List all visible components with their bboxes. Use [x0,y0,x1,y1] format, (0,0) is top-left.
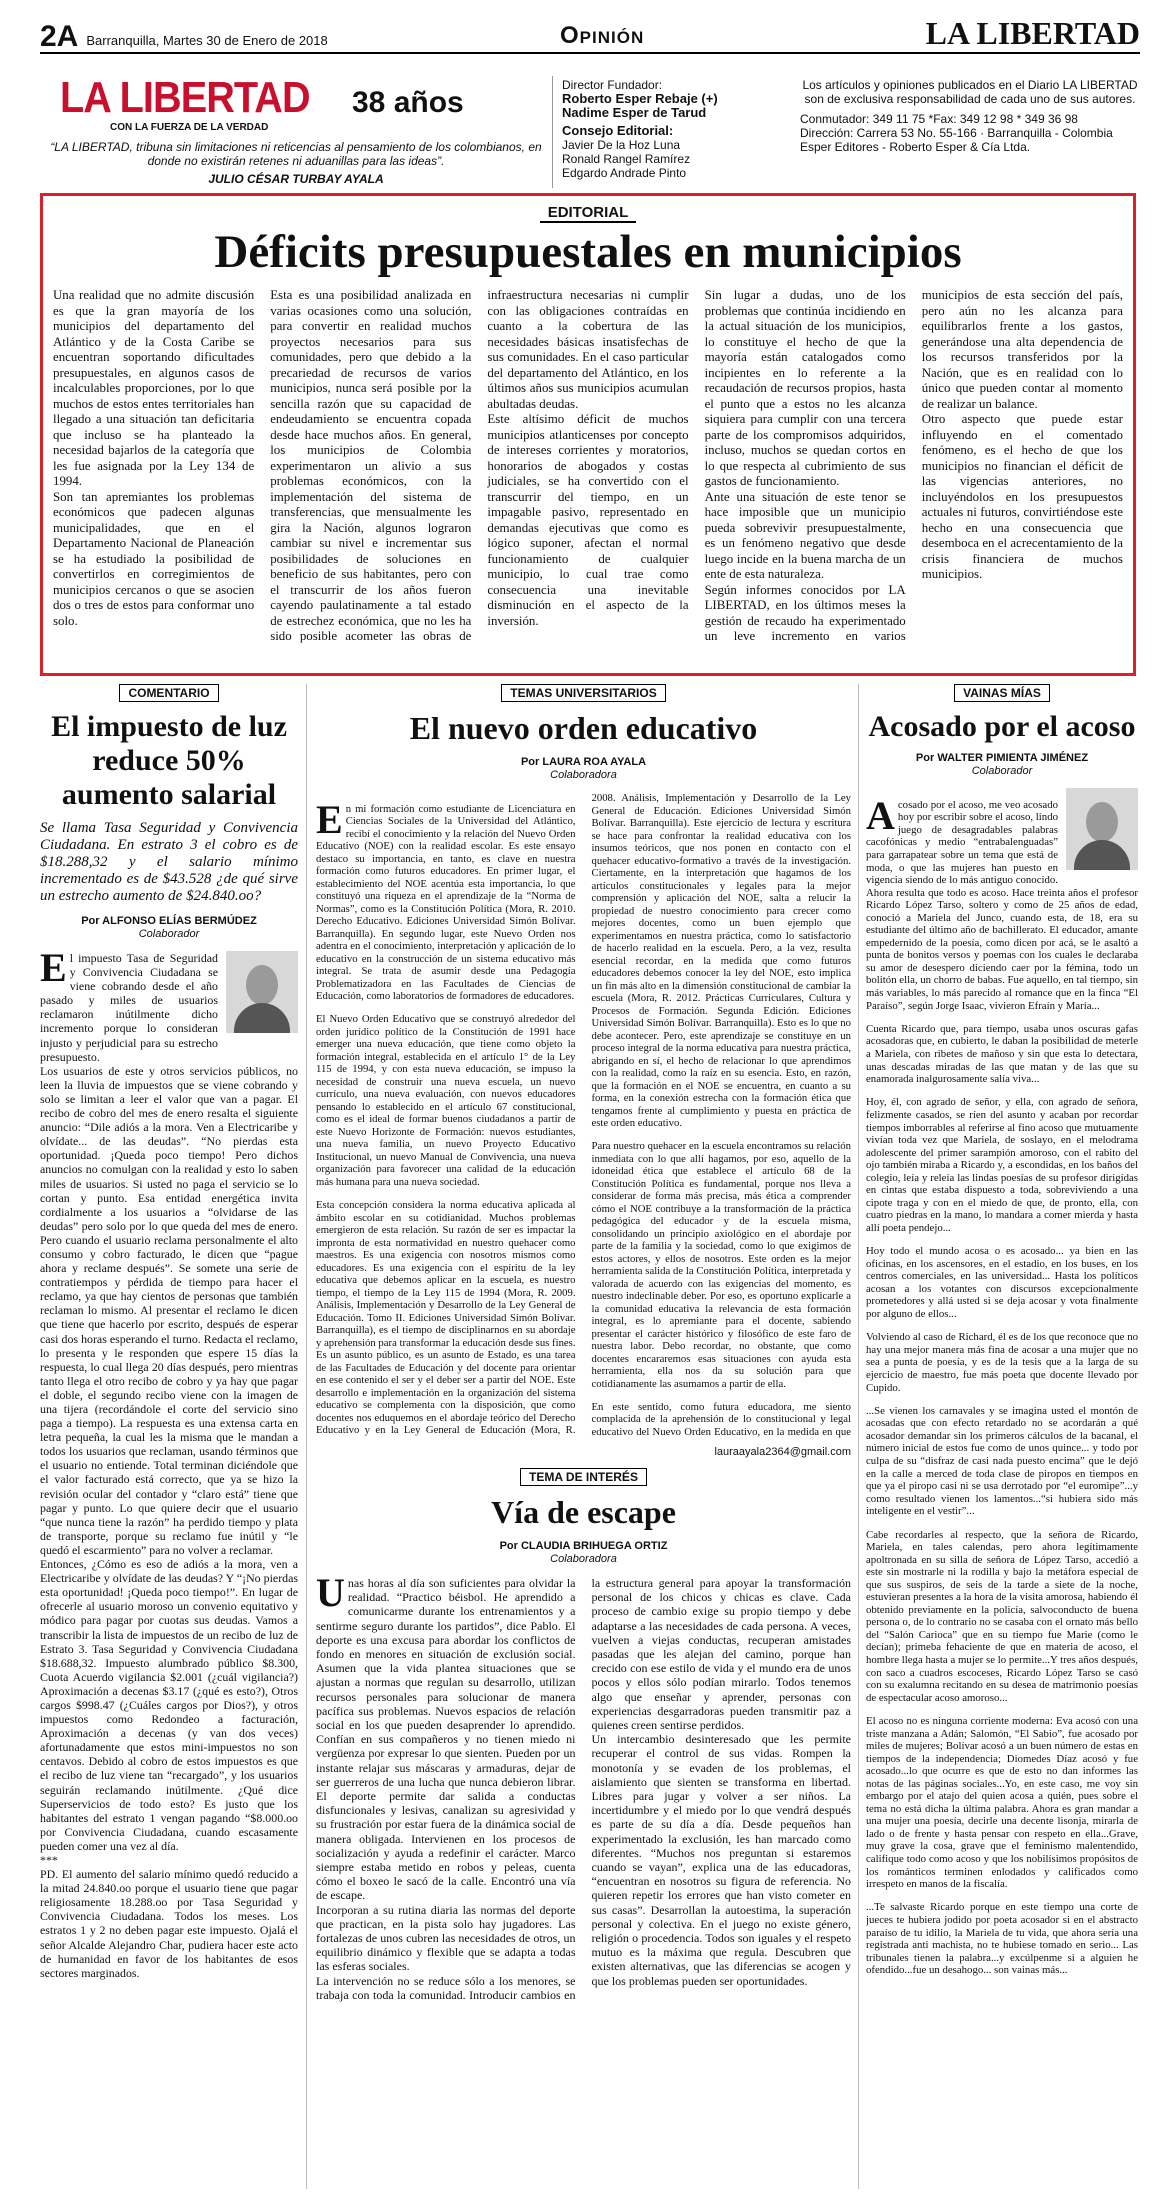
paragraph: Un intercambio desinteresado que les permite recuperar el control de sus vidas. Rompen la monotonía y se evaden de los problemas, el aislamiento que sienten se transforma en libertad. Libres para jugar y volver a ser niños. La incertidumbre y el miedo por lo que vendrá después es parte de su día a día. Desde pequeños han experimentado la exclusión, les han marcado como diferentes. “Muchos nos preguntan si estaremos cuando se vayan”, explica una de las educadoras, “encuentran en nosotros su figura de referencia. No quieren repetir los errores que han visto cometer en sus casas”. Desarrollan la autoestima, la superación personal y colectiva. En el juego no existe género, religión o procedencia. Todos son iguales y el respeto mutuo es la máxima que regula. Descubren que existen alternativas, que las diferencias se acogen y que los problemas pueden ser oportunidades. [591,1732,851,1988]
paragraph: ...Te salvaste Ricardo porque en este tiempo una corte de jueces te hubiera jodido por poeta acosador si en el abstracto paraíso de tu idilio, la Mariela de tu vida, que ahora sería una registrada anti machista, no te hubiese tomado en serio... Las tribunales tienen la palabra...y excúlpenme si a alguien he ofendido...fue un desahogo... son vainas más... [866,1901,1138,1977]
contact-block [800,78,1140,154]
author-role: Colaboradora [550,769,617,781]
newspaper-logo: LA LIBERTAD [60,73,310,122]
paragraph: En este sentido, como futura educadora, me siento complacida de la aprehensión de lo constitucional y legal educativo del Nuevo Orden Educativo, en la medida en que [591,1400,851,1438]
paragraph: Los usuarios de este y otros servicios públicos, no leen la lluvia de impuestos que se viene cobrando y solo se limitan a leer el valor que van a pagar. El recibo de cobro del mes de enero resalta el siguiente anuncio: “Dile adiós a la mora. Ven a Electricaribe y olvídate... de las deudas”. “No pierdas esta oportunidad. ¡Queda poco tiempo! Pero dichos anuncios no comulgan con la realidad y esto lo saben miles de usuarios. Si usted no paga el servicio se lo cortan y punto. Esa entidad energética invita cordialmente a los usuarios a “olvidarse de las deudas” pero solo por lo que queda del mes de enero. Pero cuando el usuario reclama personalmente el alto consumo y cobro facturado, le dicen que “pague ahora y reclame después”. Se somete una serie de contratiempos y pérdida de tiempo para hacer el reclamo, ya que hay cientos de personas que también reclaman lo mismo. Al presentar el reclamo le dicen que tiene que hacerlo por escrito, después de esperar casi dos horas esperando el turno. Redacta el reclamo, lo presenta y le responden que espere 15 días la respuesta, lo cual llega 20 días después, pero mientras tanto llega el otro recibo de cobro y ya hay que pagar el doble, el segundo recibo viene con la imagen de una tijera (recordándole el corte del servicio sino paga a tiempo). La respuesta es una extensa carta en letra pequeña, la cual les la misma que le mandan a todos los usuarios que reclaman, usando términos que el usuario no entiende. Total terminan diciéndole que el valor facturado está correcto, que ya se hizo la revisión ocular del contador y “claro está” tiene que pagar y punto. Lo que quiere decir que el usuario “que nunca tiene la razón” ha perdido tiempo y plata de transporte, porque su reclamo fue inútil y “le quedó el escarmiento” para no volver a reclamar. [40,1063,298,1557]
paragraph: Este altísimo déficit de muchos municipios atlanticenses por concepto de intereses corrientes y moratorios, honorarios de abogados y costas judiciales, se ha convertido con el transcurrir del tiempo, en un impagable pasivo, representado en demandas ejecutivas que como es lógico suponer, afectan el normal funcionamiento de cualquier municipio, lo cual trae como consecuencia una inevitable disminución en el aspecto de la inversión. [487,412,689,628]
editorial-label: EDITORIAL [540,204,637,223]
temas-article [316,684,851,1458]
article-body [40,945,298,1980]
section-tag: COMENTARIO [119,684,218,702]
paragraph: Para nuestro quehacer en la escuela encontramos su relación inmediata con lo que allí hagamos, por eso, aquello de la idoneidad ética que establece el artículo 68 de la Constitución Política es fundamental, porque nos lleva a considerar de forma más precisa, más ética a comprender cómo el NOE contribuye a la transformación de la práctica pedagógica del educador y de la escuela misma, consolidando un principio axiológico en el abordaje por parte de la familia y la sociedad, como lo que exigimos de estos actores, y ellos de nosotros. Este orden es la mejor herramienta salida de la Constitución Política, interpretada y valorada de acuerdo con las exigencias del momento, es nuestro indeclinable deber. Por eso, es oportuno explicarle a la comunidad educativa la relevancia de esta formación integral, es lo apremiante para el docente, sabiendo presentar el carácter histórico y filosófico de este faro de nuestra labor. Debo recordar, no obstante, que como docentes encararemos esas situaciones con ayuda esta herramienta, ella nos da su solución para que cotidianamente las asumamos a partir de ella. [591,1140,851,1390]
paragraph: Cuenta Ricardo que, para tiempo, usaba unos oscuras gafas acosadoras que, en cubierto, le daban la posibilidad de meterle a Mariela, con ribetes de mañoso y sin que esta lo detectara, unas descadas miradas de las que matan y de las que su enamorada inalgurosamente salía viva... [866,1022,1138,1086]
anniversary: 38 años [352,86,464,119]
newspaper-brand: LA LIBERTAD [925,15,1140,51]
author-name: Por LAURA ROA AYALA [520,756,647,768]
directors-block [562,78,792,180]
column-divider [306,684,307,2189]
paragraph: Esta concepción considera la norma educativa aplicada al ámbito escolar en su cotidianidad. Muchos problemas emergieron de esta relación. Su razón de ser es impactar la impronta de esta normatividad en nuestro quehacer como maestros. Es una exigencia con nosotros mismos como educadores. Es una exigencia con el espíritu de la ley educativa que debemos aplicar en la escuela, es nuestro tiempo, el tiempo de la Ley 115 de 1994 (Mora, R. 2009. Análisis, Implementación y Desarrollo de la Ley General de Educación. Tomo II. Ediciones Universidad Simón Bolívar. Barranquilla), es el tiempo de disciplinarnos en su abordaje y aprehensión para transformar la educación desde sus fines. Es un asunto público, es un asunto de Estado, es una tarea de las Facultades de Educación y del docente para orientar en ese contenido el ser y el deber ser a partir del NOE. Este desarrollo e implementación en la organización del sistema educativo se complementa con la disposición, que como docentes nos eduquemos en el abordaje teórico del Derecho Educativo y en la Ley General de Educación (Mora, R. 2008. Análisis, Implementación y Desarrollo de la Ley General de Educación. Ediciones Universidad Simón Bolívar. Barranquilla). Este ejercicio de lectura y escritura se hace para confrontar la realidad educativa con los insumos teóricos, que nos ponen en contacto con el quehacer educativo-formativo a través de la investigación. Ciertamente, en la interpretación que hagamos de los artículos constitucionales y legales para la mejor comprensión y aplicación del NOE, salta a relucir la propiedad de nuestro conocimiento para crecer como mejores docentes, como un buen ejemplo que experimentamos en nuestra práctica, como lo satisfactorio de hacerlo realidad en la escuela. Pero, a la vez, resulta esencial recordar, en la medida que como futuros educadores debemos conocer la ley del NOE, esto implica un fin más alto en la dimensión constitucional de cambiar la escuela (Mora, R. 2012. Prácticas Curriculares, Cultura y Procesos de Formación. Segunda Edición. Ediciones Universidad Simón Bolívar. Barranquilla). Esto es lo que no debe acontecer. Pero, este aprendizaje se constituye en un proceso integral de la norma educativa para nuestra práctica, abrigando en sí, el hecho de relacionar lo que aprendimos con la realidad, como la raíz en su esencia. Esto, en razón, que la formación en el NOE se encuentra, en cuanto a su forma, en la conexión estrecha con la formación ética que tengamos frente al cumplimiento y puesta en práctica de este orden educativo. [316,792,851,1437]
byline [316,756,851,782]
author-role: Colaboradora [550,1553,617,1565]
paragraph: Otro aspecto que puede estar influyendo en el comentado fenómeno, es el hecho de que los municipios no financian el déficit de las vigencias anteriores, no incluyéndolos en los presupuestos actuales ni futuros, convirtiéndose este hecho en una consecuencia que desemboca en el acrecentamiento de la crisis financiera de muchos municipios. [921,412,1123,581]
paragraph: PD. El aumento del salario mínimo quedó reducido a la mitad 24.840.oo porque el usuario tiene que pagar religiosamente 18.288.oo por Tasa Seguridad y Convivencia Ciudadana. Todos los meses. Los estratos 1 y 2 no deben pagar este impuesto. Ojalá el señor Alcalde Alejandro Char, pudiera hacer este acto de humanidad en favor de los habitantes de esos sectores marginados. [40,1867,298,1980]
editorial-body [53,288,1123,668]
paragraph: El impuesto Tasa de Seguridad y Convivencia Ciudadana se viene cobrando desde el año pasado y miles de usuarios reclamaron inútilmente dicho incremento porque lo consideran injusto y perjudicial para su estrecho presupuesto. [40,945,218,1064]
founder: Nadime Esper de Tarud [562,105,707,120]
publisher: Esper Editores - Roberto Esper & Cía Ltda. [800,140,1031,154]
section-name: Opinión [560,22,645,49]
editorial-title: Déficits presupuestales en municipios [214,226,962,278]
founder: Roberto Esper Rebaje (+) [562,91,718,106]
paragraph: Son tan apremiantes los problemas económicos que padecen algunas municipalidades, que en el Departamento Nacional de Planeación se ha estudiado la posibilidad de convertirlos en corregimientos de municipios cercanos o que se asocien dos o tres de estos para conformar uno solo. [53,489,255,628]
article-body [316,792,851,1442]
issue-date: Barranquilla, Martes 30 de Enero de 2018 [86,33,328,48]
vainas-article [866,684,1138,2188]
quote-author: JULIO CÉSAR TURBAY AYALA [208,172,384,186]
author-role: Colaborador [971,765,1033,777]
council-member: Edgardo Andrade Pinto [562,166,687,180]
masthead-divider [552,76,553,188]
article-title: Vía de escape [491,1494,676,1530]
paragraph: Hoy, él, con agrado de señor, y ella, con agrado de señora, felizmente casados, se ríen del asunto y acaban por recordar tiempos imborrables al referirse al fino acoso que mutuamente vivían toda vez que Mariela, de soslayo, en el melodrama adolescente del primer sarampión amoroso, con el rabito del ojo también miraba a Ricardo y, a escondidas, en los baños del colegio, leía y releía las lindas poesías de su profesor dirigidas en cintas que estaba dispuesto a toda, sobreviviendo a una cipote traga y con en el miedo de que, de pronto, ella, con cuatro piedras en la mano, lo mandara a comer mierda y hasta allí poeta pendejo... [866,1096,1138,1234]
paragraph: En mi formación como estudiante de Licenciatura en Ciencias Sociales de la Universidad del Atlántico, recibí el conocimiento y la relación del Nuevo Orden Educativo (NOE) con la realidad escolar. Es este ensayo destaco su importancia, en tanto, es clave en nuestra formación como futuros educadores. En primer lugar, el establecimiento del NOE acentúa esta importancia, lo que constituyó una riqueza en el aprendizaje de la “Norma de Normas”, como es la Constitución Política (Mora, R. 2010. Derecho Educativo. Ediciones Universidad Simón Bolívar. Barranquilla). En segundo lugar, este Nuevo Orden nos adentra en el conocimiento, interpretación y aplicación de lo educativo en la construcción de un sistema educativo más integral. Se trata de asumir desde una Pedagogía Problematizadora en las Facultades de Ciencias de Educación, como laboratorios de formadores de educadores. [316,796,576,1003]
paragraph: Esta es una posibilidad analizada en varias ocasiones como una solución, para convertir en realidad muchos proyectos necesarios para sus comunidades, pero que debido a la precariedad de recursos de varios municipios, nunca será posible por la sencilla razón que su capacidad de endeudamiento se encuentra copada desde hace muchos años. En general, los municipios de Colombia experimentaron un alivio a sus problemas económicos, con la implementación del sistema de transferencias, que mensualmente les gira la Nación, algunos lograron cambiar su nivel e incrementar sus posibilidades de soluciones en beneficio de sus habitantes, pero con el transcurrir de los años fueron cayendo paulatinamente a tal estado de estrechez económica, que no les ha sido posible acometer las obras de infraestructura necesarias ni cumplir con las obligaciones contraídas en cuanto a la cobertura de las necesidades básicas insatisfechas de sus comunidades. En el caso particular del departamento del Atlántico, en los últimos años sus municipios acumulan abultadas deudas. [270,288,689,643]
article-body [316,1576,851,2044]
article-title: El nuevo orden educativo [409,710,758,746]
paragraph: Cabe recordarles al respecto, que la señora de Ricardo, Mariela, en tales calendas, pero ahora legítimamente apoltronada en su silla de señora de López Tarso, accedió a este sin mostrarle ni la rodilla y bajo la metáfora especial de que sus suspiros, de seis de la tarde a siete de la noche, estuvieran presentes a la hora de la visita amorosa, habiendo él obtenido previamente en la policía, salvoconducto de buena persona o, de lo contrario no se casaba con el ornato más bello del “Salón Carioca” que en su tiempo fue Marie (como le decían); primeba fehaciente de que en materia de acoso, el hombre llega hasta a mujer se lo permite...Y tres años después, con saco a cuadros escoceses, Ricardo López Tarso se casó con su exalumna recitando en su desea de matrimonio poesías de espectacular acoso amoroso... [866,1528,1138,1704]
byline [866,752,1138,778]
article-deck: Se llama Tasa Seguridad y Convivencia Ciudadana. En estrato 3 el cobro es de $18.288,32 y el salario mínimo incrementado es de $43.528 ¿de qué sirve un estrecho aumento de $24.840.oo? [40,820,298,904]
article-title: El impuesto de luz reduce 50% aumento salarial [51,710,287,811]
council-label: Consejo Editorial: [562,123,674,138]
director-label: Director Fundador: [562,78,663,92]
council-member: Ronald Rangel Ramírez [562,152,691,166]
author-email: lauraayala2364@gmail.com [714,1446,851,1458]
interes-article [316,1468,851,2044]
paragraph: Acosado por el acoso, me veo acosado hoy por escribir sobre el acoso, lindo juego de desagradables palabras cacofónicas y medio “entrabalenguadas” para garrapatear sobre un tema que está de moda, o que las mujeres han puesto en vigencia siendo de lo más antiguo conocido. Ahora resulta que todo es acoso. Hace treinta años el profesor Ricardo López Tarso, soltero y como de 25 años de edad, conoció a Mariela del Junco, cuando esta, de 18, era su estudiante del último año de bachillerato. El educador, amante empedernido de la poesía, como dicen por acá, se le asaltó a punta de bonitos versos y poemas con los cuales le declaraba su amor de desespero diciendo caer por la fémina, todo un bolitón ella, un chorro de babas. Fue aquello, en tal tiempo, sin más variables, lo más parecido al romance que en la finca “El Paraíso”, según Jorge Isaac, vivieron Efraín y María... [866,792,1138,1012]
separator: *** [40,1853,58,1867]
paragraph: Según informes conocidos por LA LIBERTAD, en los últimos meses la gestión de recaudo ha experimentado un leve incremento en varios municipios de esta sección del país, pero aún no les alcanza para equilibrarlos frente a los gastos, generándose una alta dependencia de los recursos transferidos por la Nación, que es en realidad con lo único que pueden contar al momento de realizar un balance. [704,288,1123,643]
author-name: Por WALTER PIMIENTA JIMÉNEZ [915,752,1089,764]
address: Dirección: Carrera 53 No. 55-166 · Barranquilla - Colombia [800,126,1113,140]
author-name: Por CLAUDIA BRIHUEGA ORTIZ [499,1540,668,1552]
section-tag: TEMA DE INTERÉS [520,1468,647,1486]
paragraph: Hoy todo el mundo acosa o es acosado... ya bien en las oficinas, en los ascensores, en el estadio, en los buses, en los centros comerciales, en las universidad... Hasta los políticos acosan a los votantes con discursos excepcionalmente prometedores y allá usted si se deja acosar y vota finalmente por alguno de ellos... [866,1245,1138,1320]
council-member: Javier De la Hoz Luna [562,138,681,152]
paragraph: Una realidad que no admite discusión es que la gran mayoría de los municipios del departamento del Atlántico y de la Costa Caribe se encuentran soportando dificultades presupuestales, en algunos casos de incalculables proporciones, por lo que muchos de estos entes territoriales han llegado a una situación tan deficitaria que incluso se ha planteado la necesidad bajarlos de la categoría que les fue asignada por la Ley 134 de 1994. [53,288,255,488]
article-body [866,788,1138,2188]
author-name: Por ALFONSO ELÍAS BERMÚDEZ [81,915,257,927]
paragraph: Sin lugar a dudas, uno de los problemas que continúa incidiendo en la actual situación de los municipios, lo constituye el hecho de que la mayoría están catalogados como incipientes en lo referente a la recaudación de recursos propios, hasta el punto que a estos no les alcanza siquiera para cumplir con una tercera parte de los compromisos adquiridos, incluso, muchos se quedan cortos en lo que respecta al cubrimiento de sus gastos de funcionamiento. [704,288,906,488]
tagline: CON LA FUERZA DE LA VERDAD [110,122,269,133]
page-header-strip [40,15,1140,54]
page-number: 2A [40,20,79,53]
section-tag: VAINAS MÍAS [954,684,1050,702]
byline [316,1540,851,1566]
paragraph: El acoso no es ninguna corriente moderna: Eva acosó con una triste manzana a Adán; Salomón, “El Sabio”, fue acosado por miles de mujeres; Bolívar acosó a un buen número de estas en tiempos de la independencia; Diomedes Díaz acosó y fue acosado...lo que ocurre es que de esto no dan informes las notas de las páginas sociales...Yo, en este caso, me voy sin embargo por el atajo del quien acosa a quién, pues sobre el tema no está dicha la última palabra. Ahora es gran mandar a una mujer una poesía, decirle una decente lisonja, mirarla de lado o de frente y hasta pensar con respeto en ella...Grave, muy grave la cosa, grave que el feminismo malentendido, califique todo como acoso y que los nobilísimos propósitos de los románticos terminen enlodados y calificados como irrespeto en manos de la fiscalía. [866,1715,1138,1891]
author-photo-icon [1066,788,1138,870]
paragraph: Entonces, ¿Cómo es eso de adiós a la mora, ven a Electricaribe y olvídate de las deudas? Y “¡No pierdas esta oportunidad! ¡Queda poco tiempo!”. En lugar de ofrecerle al usuario moroso un convenio equitativo y módico para pagar por cuotas sus deudas. Vamos a transcribir la lista de impuestos de un recibo de luz de Estrato 3. Tasa Seguridad y Convivencia Ciudadana $18.688,32. Impuesto alumbrado público $8.300, Cuota Acuerdo vigilancia $2.001 (¿cuál vigilancia?) Aproximación a decenas $3.17 (¿qué es esto?), Otros cargos $998.47 (¿Cuáles cargos por Dios?), y otros impuestos como Redondeo a facturación, Aproximación a decenas (y van dos veces) afortunadamente que estos mini-impuestos no son centavos. Debido al cobro de estos impuestos es que el recibo de luz viene tan “recargado”, y los usuarios seguirán reclamando inútilmente. ¿Qué dice Superservicios de todo esto? Es justo que los habitantes del estrato 1 vengan pagando “$8.000.oo por Convivencia Ciudadana, cuando escasamente pueden comer una vez al día. [40,1557,298,1853]
author-role: Colaborador [138,928,200,940]
byline [40,915,298,941]
center-column [316,684,851,2044]
editorial-box [40,193,1136,676]
founder-quote: “LA LIBERTAD, tribuna sin limitaciones ni reticencias al pensamiento de los colombianos, en donde no existirán retenes ni aduanillas para las ideas”. [50,140,542,168]
author-photo-icon [226,951,298,1033]
masthead [40,62,1140,190]
switchboard: Conmutador: 349 11 75 *Fax: 349 12 98 * 349 36 98 [800,112,1078,126]
paragraph: La intervención no se reduce sólo a los menores, se trabaja con toda la comunidad. Introducir cambios en la estructura general para apoyar la transformación personal de los chicos y chicas es clave. Cada proceso de cambio exige su propio tiempo y debe adaptarse a las necesidades de cada persona. A veces, vuelven a viejas conductas, recuperan amistades pasadas que les alejan del camino, porque han crecido con ese estilo de vida y el mundo era de unos pocos y ellos sólo podían mirarlo. Todos tenemos algo que enseñar y aprender, personas con experiencias desgarradoras pueden transmitir paz a quienes creen sentirse perdidos. [316,1576,851,2002]
section-tag: TEMAS UNIVERSITARIOS [501,684,665,702]
paragraph: Unas horas al día son suficientes para olvidar la realidad. “Practico béisbol. He aprendido a comunicarme durante los entrenamientos y a sentirme seguro durante los partidos”, dice Pablo. El deporte es una excusa para abordar los conflictos de fondo en menores en situación de exclusión social. Asumen que la vida plantea situaciones que se ajustan a normas que regulan su desarrollo, utilizan recursos personales para solucionar de manera pacífica sus problemas. Nuevos espacios de relación social en los que pueden desaprender lo aprendido. Confían en sus compañeros y no tienen miedo ni vergüenza por expresar lo que sienten. Pueden por un instante relajar sus máscaras y armaduras, dejar de ser guerreros de una lucha que nunca debieron librar. El deporte permite dar salida a conductas disfuncionales y lesivas, canalizan su agresividad y su frustración por estar fuera de la dinámica social de manera obligada. Intervienen en los procesos de socialización y ayuda a redefinir el carácter. Marco siempre estaba metido en robos y peleas, cuenta cómo el boxeo le sacó de la calle. Encontró una vía de escape. [316,1576,576,1903]
paragraph: Incorporan a su rutina diaria las normas del deporte que practican, en la pista solo hay jugadores. Las fortalezas de unos cubren las necesidades de otros, un equilibrio dinámico y flexible que se adapta a todas las esferas sociales. [316,1902,576,1974]
paragraph: Ante una situación de este tenor se hace imposible que un municipio pueda sobrevivir presupuestalmente, es un fenómeno negativo que desde luego incide en la buena marcha de un ente de esta naturaleza. [704,489,906,581]
paragraph: Volviendo al caso de Richard, él es de los que reconoce que no hay una mejor manera más fina de acosar a una mujer que no sea a punta de poesía, y es de la tesis que a la larga de su ejercicio de maestro, fue más poeta que docente llevado por Cupido. [866,1331,1138,1394]
article-title: Acosado por el acoso [868,710,1136,743]
paragraph: El Nuevo Orden Educativo que se construyó alrededor del orden jurídico político de la Constitución de 1991 hace emerger una nueva educación, que tiene como objeto la formación integral, establecida en el artículo 1° de la Ley 115 de 1994, y con esta nueva educación, se impuso la necesidad de construir una nueva escuela, un nuevo currículo, una nueva evaluación, con nuevos educadores pensando lo establecido en el artículo 67 constitucional, como es el ideal de formar buenos ciudadanos a partir de este Nuevo Horizonte de Formación: nuevos estudiantes, una nueva familia, un nuevo Proyecto Educativo Institucional, un nuevo Manual de Convivencia, una nueva organización para favorecer una calidad de la educación más humana para una nueva sociedad. [316,1013,576,1188]
paragraph: ...Se vienen los carnavales y se imagina usted el montón de acosadas que con efecto retardado no se acordarán a qué acosador demandar sin los primeros cálculos de la bacanal, el número inicial de estos fue como de unos quince... y todo por culpa de su “disfraz de casi nada puesto encima” que le dejó en la calle a merced de toda clase de piropos en tiempos en que ya el piropo casi ni se usa derrotado por “el euromipe”...y como resultado vienen los lamentos...“si hubiera sido más inteligente en el vestir”... [866,1404,1138,1518]
column-divider [858,684,859,2189]
comentario-article [40,684,298,1980]
responsibility-notice: Los artículos y opiniones publicados en el Diario LA LIBERTAD son de exclusiva responsabilidad de cada uno de sus autores. [802,78,1138,106]
